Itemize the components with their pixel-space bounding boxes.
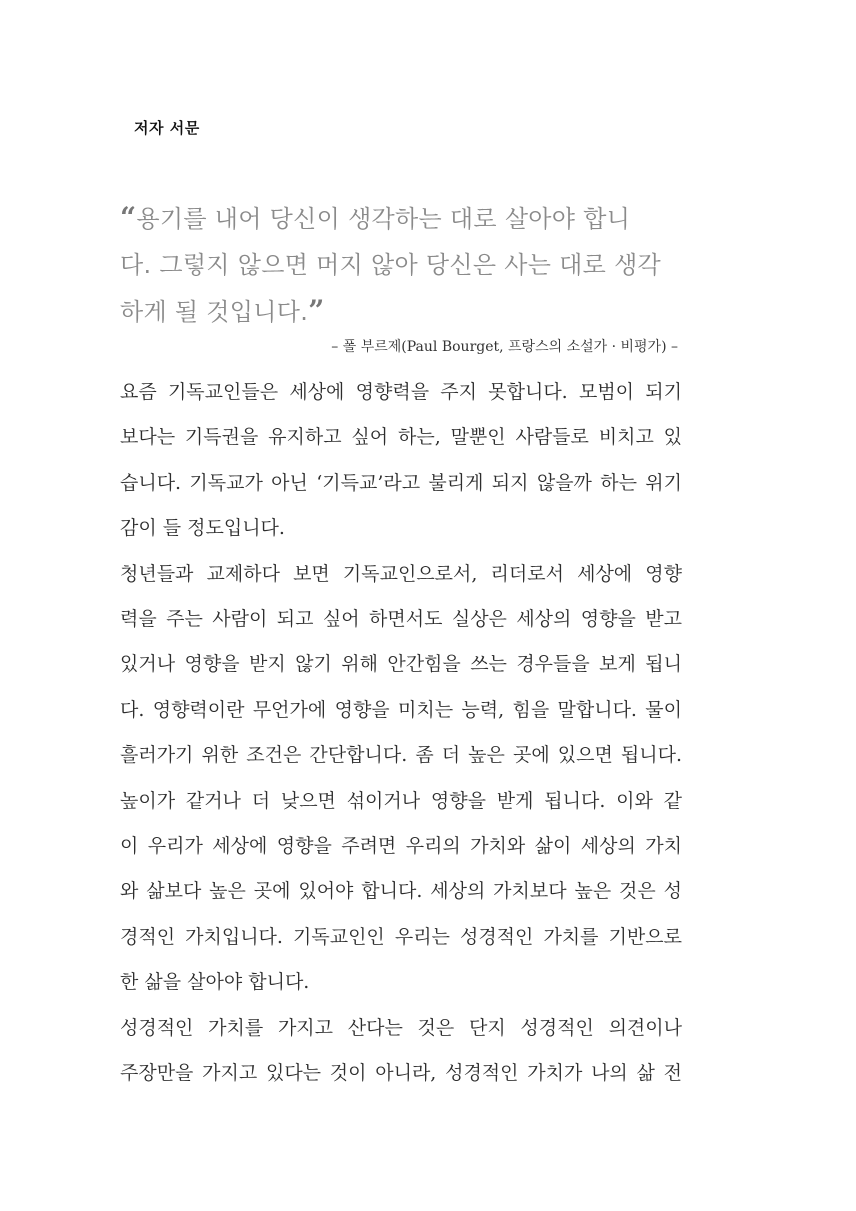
text-line: 다. 영향력이란 무언가에 영향을 미치는 능력, 힘을 말합니다. 물이 [120,698,682,721]
open-quote-mark: “ [120,201,137,234]
section-title: 저자 서문 [134,119,200,137]
text-line: 청년들과 교제하다 보면 기독교인으로서, 리더로서 세상에 영향 [120,562,682,585]
epigraph-text: 용기를 내어 당신이 생각하는 대로 살아야 합니 [136,205,631,233]
epigraph-text: 하게 될 것입니다. [120,298,309,326]
epigraph-line-1 [120,195,680,242]
text-line: 와 삶보다 높은 곳에 있어야 합니다. 세상의 가치보다 높은 것은 성 [120,880,682,903]
body-text [120,370,682,1097]
close-quote-mark: ” [308,294,325,327]
text-line: 경적인 가치입니다. 기독교인인 우리는 성경적인 가치를 기반으로 [120,925,682,948]
text-line: 이 우리가 세상에 영향을 주려면 우리의 가치와 삶이 세상의 가치 [120,835,682,858]
text-line: 성경적인 가치를 가지고 산다는 것은 단지 성경적인 의견이나 [120,1016,682,1039]
text-line: 있거나 영향을 받지 않기 위해 안간힘을 쓰는 경우들을 보게 됩니 [120,653,682,676]
text-line: 습니다. 기독교가 아닌 ‘기득교’라고 불리게 되지 않을까 하는 위기 [120,471,682,494]
text-line: 주장만을 가지고 있다는 것이 아니라, 성경적인 가치가 나의 삶 전 [120,1062,682,1085]
text-line: 보다는 기득권을 유지하고 싶어 하는, 말뿐인 사람들로 비치고 있 [120,426,682,449]
text-line: 요즘 기독교인들은 세상에 영향력을 주지 못합니다. 모범이 되기 [120,381,682,403]
text-line: 한 삶을 살아야 합니다. [120,971,310,994]
epigraph-attribution: – 폴 부르제(Paul Bourget, 프랑스의 소설가 · 비평가) – [331,339,678,355]
text-line: 감이 들 정도입니다. [120,517,285,540]
text-line: 높이가 같거나 더 낮으면 섞이거나 영향을 받게 됩니다. 이와 같 [120,789,682,812]
text-line: 흘러가기 위한 조건은 간단합니다. 좀 더 높은 곳에 있으면 됩니다. [120,744,682,767]
epigraph-line-2: 다. 그렇지 않으면 머지 않아 당신은 사는 대로 생각 [120,251,662,279]
epigraph-quote [120,195,680,335]
text-line: 력을 주는 사람이 되고 싶어 하면서도 실상은 세상의 영향을 받고 [120,608,682,631]
epigraph-line-3 [120,288,680,335]
